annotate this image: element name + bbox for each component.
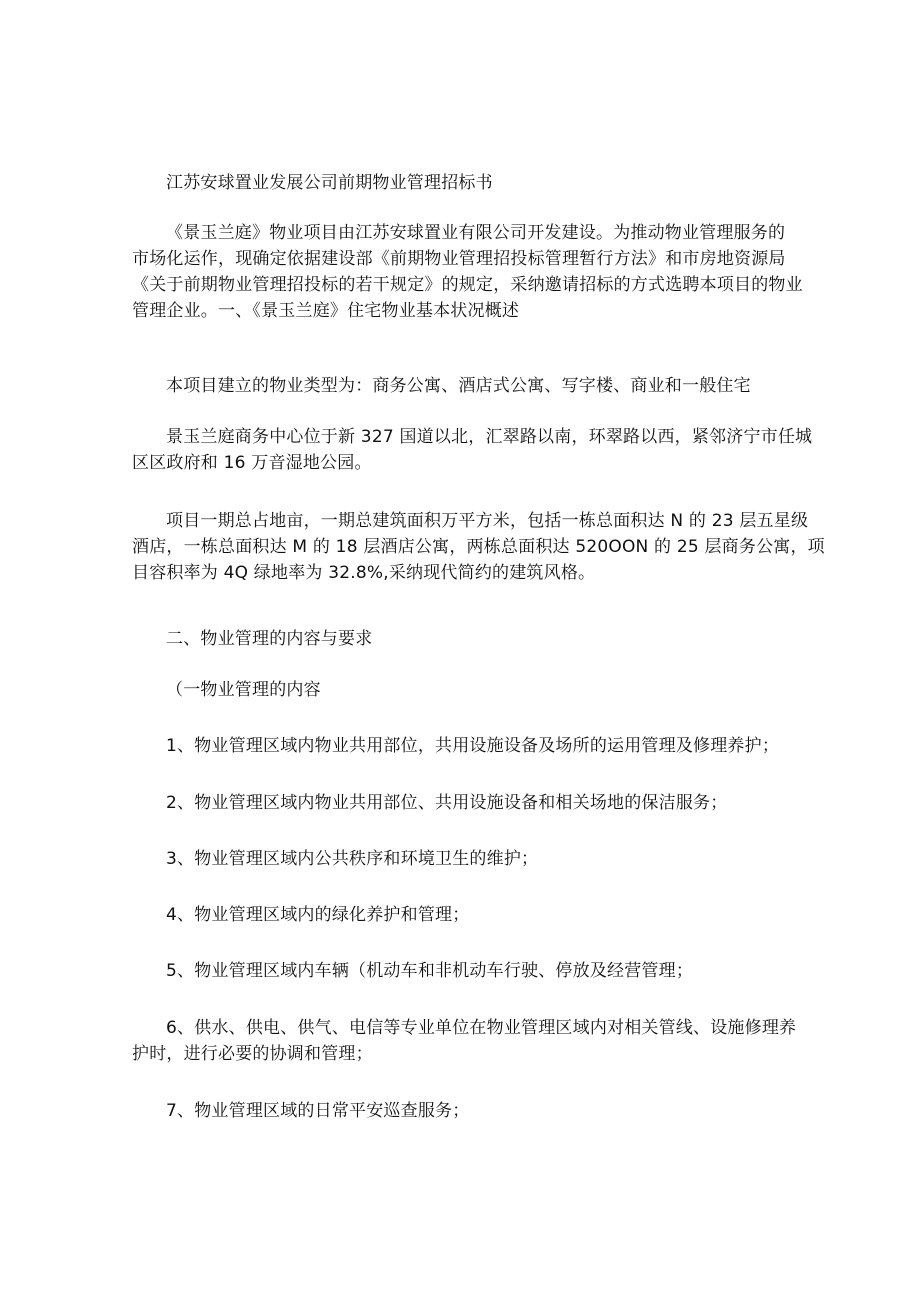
section-two-heading: 二、物业管理的内容与要求 [166,629,373,649]
intro-line-2: 市场化运作，现确定依据建设部《前期物业管理招投标管理暂行方法》和市房地资源局 [132,249,786,269]
intro-paragraph [132,220,803,324]
property-types-paragraph: 本项目建立的物业类型为：商务公寓、酒店式公寓、写字楼、商业和一般住宅 [166,376,751,396]
phase-one-line-3: 目容积率为 4Q 绿地率为 32.8%,采纳现代简约的建筑风格。 [132,563,596,583]
list-item-2: 2、物业管理区域内物业共用部位、共用设施设备和相关场地的保洁服务； [166,793,728,813]
phase-one-line-1: 项目一期总占地亩，一期总建筑面积万平方米，包括一栋总面积达 N 的 23 层五星级 [166,511,809,531]
intro-line-4: 管理企业。一、《景玉兰庭》住宅物业基本状况概述 [132,301,520,321]
document-title: 江苏安球置业发展公司前期物业管理招标书 [166,173,493,193]
phase-one-line-2: 酒店，一栋总面积达 M 的 18 层酒店公寓，两栋总面积达 520OON 的 25 层商务公寓，项 [132,537,825,557]
list-item-6-line-2: 护时，进行必要的协调和管理； [132,1044,373,1064]
location-paragraph [132,424,813,476]
subsection-one-heading: （一物业管理的内容 [166,680,321,700]
list-item-4: 4、物业管理区域内的绿化养护和管理； [166,905,470,925]
list-item-7: 7、物业管理区域的日常平安巡查服务； [166,1101,470,1121]
list-item-1: 1、物业管理区域内物业共用部位，共用设施设备及场所的运用管理及修理养护； [166,736,780,756]
location-line-2: 区区政府和 16 万音湿地公园。 [132,453,372,473]
list-item-6 [132,1015,797,1067]
intro-line-3: 《关于前期物业管理招投标的若干规定》的规定，采纳邀请招标的方式选聘本项目的物业 [132,275,803,295]
list-item-3: 3、物业管理区域内公共秩序和环境卫生的维护； [166,849,539,869]
list-item-6-line-1: 6、供水、供电、供气、电信等专业单位在物业管理区域内对相关管线、设施修理养 [166,1018,797,1038]
location-line-1: 景玉兰庭商务中心位于新 327 国道以北，汇翠路以南，环翠路以西，紧邻济宁市任城 [166,427,813,447]
phase-one-paragraph [132,508,825,586]
list-item-5: 5、物业管理区域内车辆（机动车和非机动车行驶、停放及经营管理； [166,961,694,981]
intro-line-1: 《景玉兰庭》物业项目由江苏安球置业有限公司开发建设。为推动物业管理服务的 [166,223,786,243]
